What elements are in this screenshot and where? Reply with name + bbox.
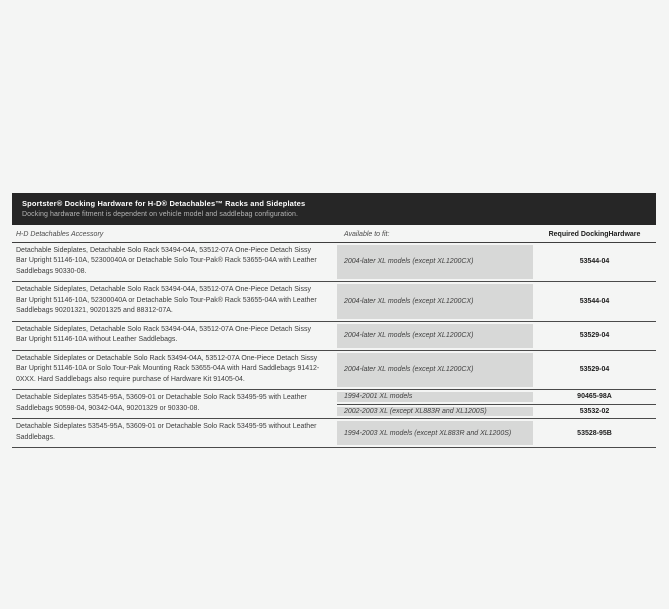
fit-row [337, 404, 656, 419]
hardware-part-number: 53544-04 [579, 258, 610, 266]
table-row [12, 322, 656, 351]
accessory-cell: Detachable Sideplates, Detachable Solo Rack 53494-04A, 53512-07A One-Piece Detach Sissy Bar Upright 51146-10A, 52300040A or Detachable Solo Tour-Pak® Rack 53655-04A with Leather Saddlebags 90201321, 90201325 and 88312-07A. [16, 286, 317, 314]
available-to-fit-cell: 2004-later XL models (except XL1200CX) [337, 353, 533, 388]
table-row [12, 390, 656, 419]
table-row [12, 419, 656, 448]
available-to-fit-cell: 2002-2003 XL (except XL883R and XL1200S) [337, 407, 533, 417]
accessory-cell: Detachable Sideplates, Detachable Solo Rack 53494-04A, 53512-07A One-Piece Detach Sissy Bar Upright 51146-10A without Leather Saddlebags. [16, 325, 311, 343]
available-to-fit-cell: 2004-later XL models (except XL1200CX) [337, 324, 533, 348]
accessory-cell: Detachable Sideplates 53545-95A, 53609-01 or Detachable Solo Rack 53495-95 without Leather Saddlebags. [16, 423, 317, 441]
column-header-available-to-fit: Available to fit: [344, 230, 390, 238]
fit-row [337, 282, 656, 321]
fit-group [337, 322, 656, 350]
fit-group [337, 351, 656, 390]
table-subtitle: Docking hardware fitment is dependent on vehicle model and saddlebag configuration. [22, 210, 299, 218]
hardware-part-number: 53529-04 [579, 332, 610, 339]
column-header-required-hardware: Required DockingHardware [548, 230, 641, 238]
accessory-cell: Detachable Sideplates 53545-95A, 53609-01 or Detachable Solo Rack 53495-95 with Leather Saddlebags 90598-04, 90342-04A, 90201329 or 90330-08. [16, 394, 307, 412]
fit-row [337, 419, 656, 447]
table-title-bar [12, 193, 656, 225]
table-row [12, 243, 656, 283]
hardware-part-number: 53529-04 [579, 366, 610, 374]
column-header-accessory: H-D Detachables Accessory [16, 230, 104, 238]
accessory-cell: Detachable Sideplates, Detachable Solo Rack 53494-04A, 53512-07A One-Piece Detach Sissy Bar Upright 51146-10A, 52300040A or Detachable Solo Tour-Pak® Rack 53655-04A with Leather Saddlebags 90330-08. [16, 246, 317, 275]
available-to-fit-cell: 1994-2003 XL models (except XL883R and XL1200S) [337, 421, 533, 445]
fit-row [337, 243, 656, 282]
fit-row [337, 322, 656, 350]
fit-row [337, 390, 656, 404]
available-to-fit-cell: 2004-later XL models (except XL1200CX) [337, 245, 533, 280]
hardware-part-number: 53528-95B [577, 429, 612, 437]
docking-hardware-spec-sheet [12, 193, 656, 448]
accessory-cell: Detachable Sideplates or Detachable Solo Rack 53494-04A, 53512-07A One-Piece Detach Sissy Bar Upright 51146-10A or Solo Tour-Pak Mounting Rack 53655-04A with Hard Saddlebags 91412-0XXX. Hard Saddlebags also require purchase of Hardware Kit 91405-04. [16, 354, 320, 383]
column-header-row [12, 231, 656, 243]
table-row [12, 282, 656, 322]
fit-row [337, 351, 656, 390]
table-row [12, 351, 656, 391]
fit-group [337, 419, 656, 447]
table-title: Sportster® Docking Hardware for H-D® Detachables™ Racks and Sideplates [22, 199, 306, 208]
hardware-part-number: 53532-02 [579, 407, 610, 415]
hardware-part-number: 53544-04 [579, 297, 610, 305]
fit-group [337, 243, 656, 282]
available-to-fit-cell: 1994-2001 XL models [337, 392, 533, 402]
fit-group [337, 390, 656, 418]
fit-group [337, 282, 656, 321]
available-to-fit-cell: 2004-later XL models (except XL1200CX) [337, 284, 533, 319]
hardware-part-number: 90465-98A [577, 393, 612, 401]
